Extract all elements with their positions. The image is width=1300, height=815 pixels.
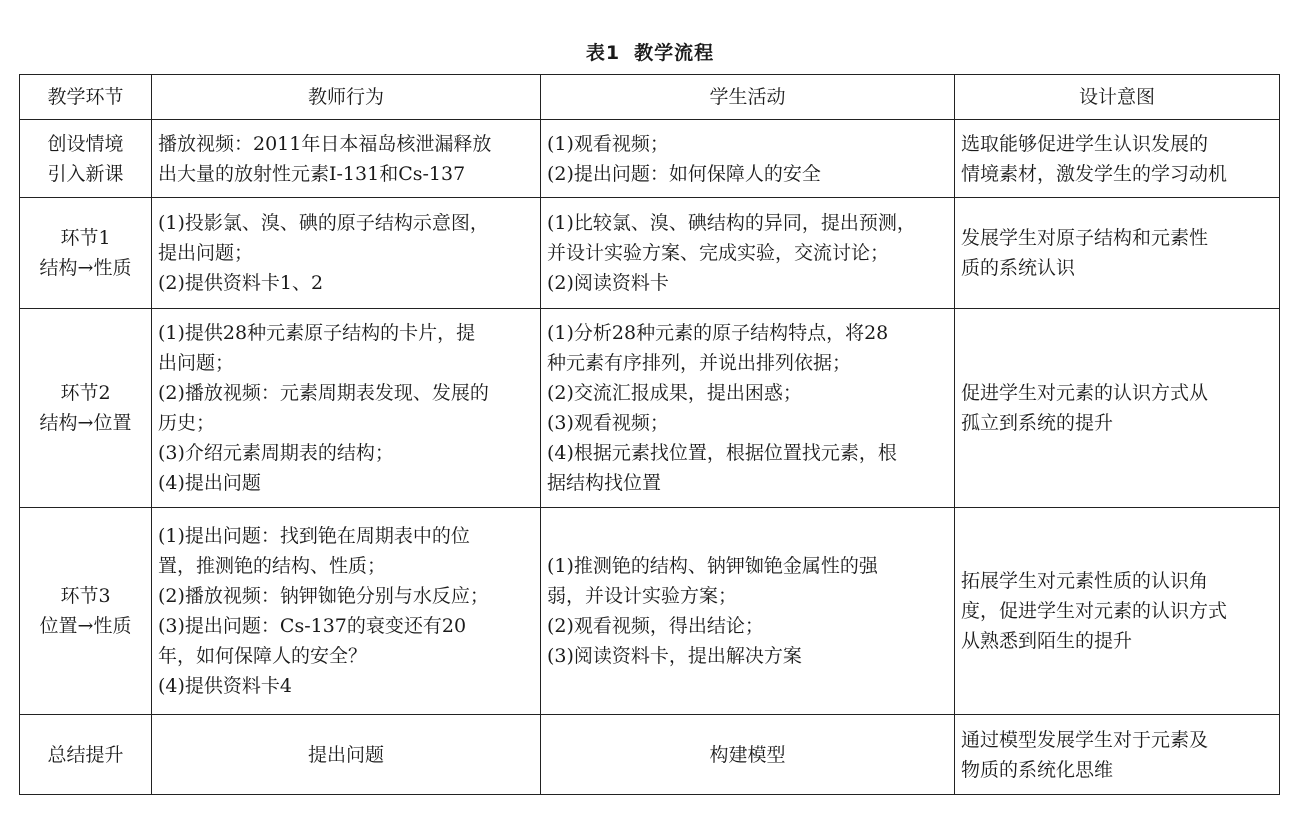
cell-line: 创设情境 xyxy=(47,132,124,155)
student-activity-cell xyxy=(541,120,955,198)
header-design-intent: 设计意图 xyxy=(955,75,1280,120)
cell-line: 出大量的放射性元素I-131和Cs-137 xyxy=(158,162,466,185)
stage-cell xyxy=(20,198,152,309)
design-intent-cell xyxy=(955,715,1280,795)
stage-cell xyxy=(20,508,152,715)
design-intent-cell xyxy=(955,198,1280,309)
cell-line: 出问题； xyxy=(158,352,235,374)
cell-line: (2)播放视频：元素周期表发现、发展的 xyxy=(158,382,489,404)
cell-line: (1)推测铯的结构、钠钾铷铯金属性的强 xyxy=(547,555,878,577)
cell-line: (2)提出问题：如何保障人的安全 xyxy=(547,162,821,185)
cell-line: 结构→位置 xyxy=(39,412,132,434)
header-stage: 教学环节 xyxy=(20,75,152,120)
cell-line: 环节2 xyxy=(60,382,111,404)
student-activity-cell xyxy=(541,198,955,309)
header-teacher-behavior: 教师行为 xyxy=(152,75,541,120)
cell-line: (1)提供28种元素原子结构的卡片，提 xyxy=(158,322,476,344)
cell-line: (1)投影氯、溴、碘的原子结构示意图， xyxy=(158,212,489,234)
cell-line: (4)提出问题 xyxy=(158,472,261,494)
cell-line: (3)阅读资料卡，提出解决方案 xyxy=(547,645,802,667)
cell-line: 情境素材，激发学生的学习动机 xyxy=(961,162,1228,185)
cell-line: 并设计实验方案、完成实验，交流讨论； xyxy=(547,242,890,264)
table-row xyxy=(20,309,1280,508)
cell-line: 位置→性质 xyxy=(39,615,132,637)
table-row xyxy=(20,715,1280,795)
cell-line: 历史； xyxy=(158,412,216,434)
cell-line: (1)分析28种元素的原子结构特点，将28 xyxy=(547,322,889,344)
cell-line: 提出问题； xyxy=(158,242,254,264)
table-row xyxy=(20,198,1280,309)
teacher-behavior-cell xyxy=(152,715,541,795)
teacher-behavior-cell xyxy=(152,198,541,309)
cell-line: (2)交流汇报成果，提出困惑； xyxy=(547,382,802,404)
student-activity-cell xyxy=(541,309,955,508)
stage-cell xyxy=(20,120,152,198)
cell-line: 提出问题 xyxy=(307,743,384,766)
table-row xyxy=(20,508,1280,715)
cell-line: 弱，并设计实验方案； xyxy=(547,585,738,607)
cell-line: 据结构找位置 xyxy=(547,472,662,494)
header-student-activity: 学生活动 xyxy=(541,75,955,120)
cell-line: 度，促进学生对元素的认识方式 xyxy=(961,600,1228,622)
cell-line: (1)观看视频； xyxy=(547,132,669,155)
table-title: 教学流程 xyxy=(634,42,715,64)
cell-line: 结构→性质 xyxy=(39,257,132,279)
stage-cell xyxy=(20,715,152,795)
design-intent-cell xyxy=(955,120,1280,198)
cell-line: (2)提供资料卡1、2 xyxy=(158,272,324,294)
cell-line: (4)提供资料卡4 xyxy=(158,675,293,697)
cell-line: 孤立到系统的提升 xyxy=(961,412,1114,434)
cell-line: 发展学生对原子结构和元素性 xyxy=(961,227,1209,249)
design-intent-cell xyxy=(955,508,1280,715)
cell-line: (3)观看视频； xyxy=(547,412,669,434)
cell-line: 置，推测铯的结构、性质； xyxy=(158,555,387,577)
teacher-behavior-cell xyxy=(152,120,541,198)
table-caption xyxy=(0,38,1300,65)
table-row xyxy=(20,120,1280,198)
cell-line: 总结提升 xyxy=(47,743,124,766)
cell-line: 播放视频：2011年日本福岛核泄漏释放 xyxy=(158,132,492,155)
teacher-behavior-cell xyxy=(152,508,541,715)
teacher-behavior-cell xyxy=(152,309,541,508)
cell-line: (3)介绍元素周期表的结构； xyxy=(158,442,394,464)
design-intent-cell xyxy=(955,309,1280,508)
cell-line: (2)观看视频，得出结论； xyxy=(547,615,764,637)
cell-line: (1)比较氯、溴、碘结构的异同，提出预测， xyxy=(547,212,916,234)
cell-line: 种元素有序排列，并说出排列依据； xyxy=(547,352,852,374)
cell-line: 促进学生对元素的认识方式从 xyxy=(961,382,1209,404)
cell-line: 质的系统认识 xyxy=(961,257,1076,279)
student-activity-cell xyxy=(541,715,955,795)
cell-line: 环节3 xyxy=(60,585,111,607)
cell-line: 物质的系统化思维 xyxy=(961,758,1114,781)
student-activity-cell xyxy=(541,508,955,715)
cell-line: 年，如何保障人的安全？ xyxy=(158,645,368,667)
stage-cell xyxy=(20,309,152,508)
cell-line: 引入新课 xyxy=(47,162,124,185)
cell-line: (4)根据元素找位置，根据位置找元素，根 xyxy=(547,442,897,464)
teaching-flow-table xyxy=(19,74,1280,795)
cell-line: 构建模型 xyxy=(709,743,786,766)
cell-line: (3)提出问题：Cs-137的衰变还有20 xyxy=(158,615,467,637)
cell-line: (2)阅读资料卡 xyxy=(547,272,669,294)
header-row xyxy=(20,75,1280,120)
cell-line: 拓展学生对元素性质的认识角 xyxy=(961,570,1209,592)
cell-line: (1)提出问题：找到铯在周期表中的位 xyxy=(158,525,470,547)
cell-line: (2)播放视频：钠钾铷铯分别与水反应； xyxy=(158,585,489,607)
cell-line: 通过模型发展学生对于元素及 xyxy=(961,728,1209,751)
table-number: 表1 xyxy=(585,42,621,64)
cell-line: 选取能够促进学生认识发展的 xyxy=(961,132,1209,155)
cell-line: 环节1 xyxy=(60,227,111,249)
cell-line: 从熟悉到陌生的提升 xyxy=(961,630,1133,652)
